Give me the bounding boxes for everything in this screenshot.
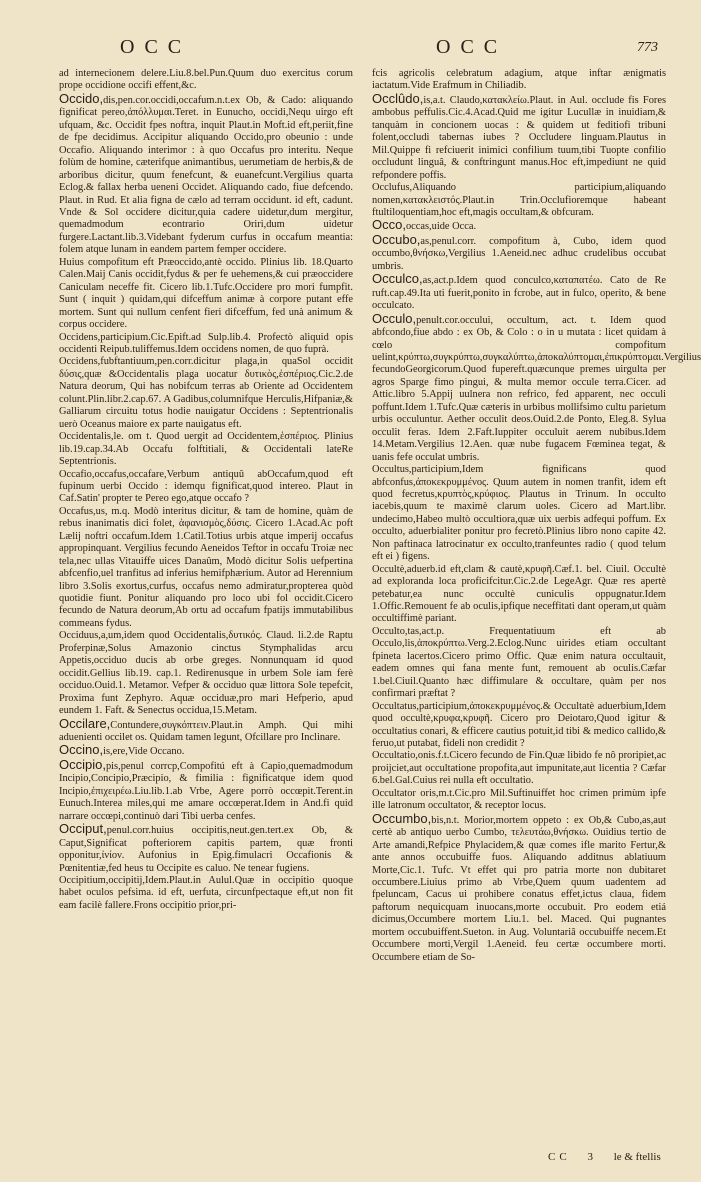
entry-text: as,penul.corr. compofitum à, Cubo, idem quod occumbo,θνήσκω,Vergilius 1.Aeneid.nec adhuc crudelibus occubat umbris. xyxy=(372,235,666,272)
entry-text: is,a.t. Claudo,κατακλείω.Plaut. in Aul. occlude fis Fores ambobus peffulis.Cic.4.Acad.Quid me igitur Lucullæ in inuidiam,& tanquàm in concionem uocas : & quidem ut feditiofi tribuni folent,occludi tabernas iubes ? Occludere linguam.Plautus in Mil.Quippe fi refciuerit inimici confilium tuum,tibi Tuopte confilio occludunt linguâ, & conftringunt manus.Hoc eft,impediunt ne quid refpondere poffis. xyxy=(372,94,666,181)
dictionary-entry xyxy=(59,823,353,875)
entry-text: Occafio,occafus,occafare,Verbum antiquû abOccafum,quod eft fupinum uerbi Occido : idemqu fignificat,quod intereo. Plaut in Caf.Satin' propter te Pereo ego,atque occafo ? xyxy=(59,468,353,505)
dictionary-entry xyxy=(372,273,666,312)
dictionary-entry xyxy=(372,182,666,219)
dictionary-entry xyxy=(59,68,353,93)
dictionary-entry xyxy=(59,875,353,912)
dictionary-entry xyxy=(372,701,666,751)
right-column xyxy=(372,68,701,1148)
entry-text: dis,pen.cor.occidi,occafum.n.t.ex Ob, & Cado: aliquando fignificat pereo,ἀπόλλυμαι.Teret. in Eunucho, occidi,Nequ uirgo eft ufquam, &c. Occidit fpes noftra, inquit Plaut.in Moft.id eft,periit,fine de fpe decidimus. Accipitur aliquando Occido,pro obeunio : unde Occafio. Aliquando interimor : à quo Occafus pro interitu. Neque folùm de homine, cæterifque animantibus, uerumetiam de herbis,& de arboribus dicitur, quum fenefcunt, & euanefcunt.Vergilius quarta Eclog.& fallax herba ueneni Occidet. Aliquando cado, fiue defcendo. Plaut. in Rud. Et alia figna de cælo ad terram occidunt. id eft, cadunt. Vnde & Sol occidere dicitur,quia cadere uidetur,dum mergitur, quemadmodum econtrario Oriri,dum uidetur furgere.Lactant.lib.3.Videbant fyderum curfus in occafum meantia: folem atque lunam in eandem partem femper occidere. xyxy=(59,94,353,256)
dictionary-entry xyxy=(372,564,666,626)
entry-text: penul.corr.huius occipitis,neut.gen.tert.ex Ob, & Caput,Significat pofteriorem capitis partem, quæ fronti opponitur,ἰνίον. Aufonius in Epig.fimulacri Occafionis & Pœnitentiæ,fed heus tu Occipite es caluo. Ne tenear fugiens. xyxy=(59,825,353,874)
running-head-right: OCC xyxy=(436,36,508,58)
dictionary-entry xyxy=(59,506,353,631)
entry-text: Occafus,us, m.q. Modò interitus dicitur, & tam de homine, quàm de rebus inanimatis dici folet, ἀφανισμὸς,δύσις. Cicero 1.Acad.Ac poft Lælij noftri occafum.Idem 1.Catil.Totius urbis atque imperij occafus appropinquant. Vergilius fecundo Aeneidos Teftor in occafu Troiæ nec tela,nec ullas Vitauiffe uices Danaûm, Modò dicitur Solis uefpertina abfcenfio,uel tranfitus ad inferius hemifphærium. Autor ad Herennium libro 3.Solis exortus,curfus, occafus nemo admiratur,propterea quòd quotidie fiunt. Ponitur aliquando pro loco ubi fol occidit.Cicero fecundo de Natura deorum,Ab ortu ad occafum fpatijs immutabilibus commeans fydus. xyxy=(59,505,353,629)
left-column xyxy=(59,68,353,1148)
dictionary-entry xyxy=(59,630,353,717)
dictionary-entry xyxy=(372,68,666,93)
dictionary-entry xyxy=(59,332,353,357)
entry-text: occas,uide Occa. xyxy=(405,221,477,233)
entry-text: Huius compofitum eft Præoccido,antè occido. Plinius lib. 18.Quarto Calen.Maij Canis occidit,fydus & per fe uehemens,& cui præoccidere Caniculam neceffe fit. Cicero lib.1.Tufc.Occidere pro mori fumpfit. Sunt ( inquit ) quidam,qui difceffum animæ à corpore putant effe mortem. Sunt qui nullum cenfent fieri difceffum, fed unà animum & corpus occidere. xyxy=(59,256,353,331)
entry-text: is,ere,Vide Occano. xyxy=(103,746,185,758)
entry-text: Contundere,συγκόπτειν.Plaut.in Amph. Qui mihi aduenienti occilet os. Quidam tamen legunt, Ofcillare pro Inclinare. xyxy=(59,719,353,744)
entry-text: fcis agricolis celebratum adagium, atque inftar ænigmatis iactatum.Vide Erafmum in Chiliadib. xyxy=(372,68,666,92)
dictionary-entry xyxy=(59,356,353,431)
entry-text: bis,n.t. Morior,mortem oppeto : ex Ob,& Cubo,as,aut certè ab antiquo uerbo Cumbo, τελευτάω,θνήσκω. Ouidius tertio de Arte amandi,Refpice Phylacidem,& quæ comes ifle marito Fertur,& ante annos occubuiffe fuos. Aliquando additnus ablatiuum Morte,Cic.1. Tufc. Vt effet qui pro patria morte non dubitaret occumbere.Liuius primo ab Vrbe,Quem quum uadentem ad fpeluncam, Cacus ui prohibere conatus effet,ictus claua, fidem paftorum nequicquam inuocans,morte occubuit. Pro eodem etiá dicimus,Occumbere mortem Liu.1. bel. Maced. Qui pugnantes mortem occubuiffent.Sueton. in Aug. Voluntariâ occubuiffe necem.Et Occumbere morti,Vergil 1.Aeneid. feu certæ occumbere morti. Occumbere etiam de So- xyxy=(372,814,666,963)
dictionary-entry xyxy=(372,626,666,701)
entry-headword: Occilare, xyxy=(59,715,111,731)
entry-headword: Occido, xyxy=(59,90,104,106)
entry-headword: Occiput, xyxy=(59,821,107,837)
signature-number: 3 xyxy=(587,1151,597,1163)
entry-headword: Occulco, xyxy=(372,271,423,287)
entry-headword: Occubo, xyxy=(372,231,421,247)
entry-text: Occidens,fubftantiuum,pen.corr.dicitur plaga,in quaSol occidit δύσις,quæ &Occidentalis plaga uocatur δυτικὸς,ἑσπέριος.Cic.2.de Natura deorum, Qui has nobifcum terras ab Oriente ad Occidentem colunt.Plin.libr.2.cap.67. A Gadibus,columnifque Herculis,Hifpaniæ,& Galliarum circuitu totus hodie nauigatur Occidens : Septentrionalis uerò Oceanus maiore ex parte nauigatus eft. xyxy=(59,356,353,430)
dictionary-entry xyxy=(372,310,701,464)
entry-text: penult.cor.occului, occultum, act. t. Idem quod abfcondo,fiue abdo : ex Ob, & Colo : o in u mutata : licet quidam à cœlo compofitum uelint,κρύπτω,συγκρύπτω,συγκαλύπτω,ἀποκαλύπτομαι,ἐπικρύπτομαι.Vergilius fecundoGeorgicorum.Quod fupereft.quæcunque premes uirgulta per agros Sparge fimo pingui, & multa memor occule terra.Cicer. ad Attic.libro 5.Appij uulnera non refrico, fed apparent, nec occuli poffunt.Idem 1.Tufc.Quæ cæteris in urbibus mollifsimo cultu parietum urbis occuluntur. Aether occulit deos.Ouid.2.de Ponto, Eleg.8. Sylua occulit feras. Idem 2.Faft.Iuppiter occuluit aerem nubibus.Idem 14.Metam.Vergilius 12.Aen. quæ nube fugacem Fœminea tegat, & uanis fefe occulat umbris. xyxy=(372,314,701,463)
entry-headword: Occulo, xyxy=(372,310,417,326)
dictionary-entry xyxy=(59,715,353,745)
entry-text: Occiduus,a,um,idem quod Occidentalis,δυτικός. Claud. li.2.de Raptu Proferpinæ,Solus Amazonio cinctus Stymphalidas arcu Appetis,occiduo ducis ab orbe greges. Nonnunquam id quod occidit.Gellius lib.19. cap.1. Redirenusque in urbem Sole iam ferè occiduo.Ouid.1. Metamor. Vefper & occiduo quæ littora Sole tepefcit, Proxima funt Zephyro. Aquæ occiduæ,pro mari Hefperio, apud eundem 1. Faft. & Senectus occidua,15.Metam. xyxy=(59,630,353,717)
entry-text: pis,penul corrcp,Compofitú eft à Capio,quemadmodum Incipio,Concipio,Præcipio, & fimilia : fignificatque idem quod Incipio,ἐπιχειρέω.Liu.lib.1.ab Vrbe, Agere porrò occœpit.Terent.in Eunuch.Interea miles,qui me amare occœperat.Idem in And.fi quid narrare occœpi,continuò dari Tibi uerba cenfes. xyxy=(59,760,353,822)
dictionary-entry xyxy=(59,90,353,257)
dictionary-entry xyxy=(372,90,666,182)
entry-headword: Occlûdo, xyxy=(372,90,424,106)
entry-headword: Occumbo, xyxy=(372,810,432,826)
dictionary-entry xyxy=(372,788,666,813)
entry-text: Occultatio,onis.f.t.Cicero fecundo de Fin.Quæ libido fe nô proripiet,ac proijciet,aut occultatione propofita,aut impunitate,aut licentia ? Cæfar 6.bel.Gal.Cuius rei nulla eft occultatio. xyxy=(372,750,666,787)
entry-headword: Occo, xyxy=(372,217,406,233)
page-number: 773 xyxy=(637,40,658,55)
entry-text: Occultus,participium,Idem fignificans quod abfconfus,ἀποκεκρυμμένος. Quum autem in nomen tranfit, idem eft quod fecretus,κρυπτὸς,κρύφιος. Plautus in Trinum. In occulto iacebis,quum te maximè clarum uoles. Cicero ad Mart.libr. undecimo,Habeo multò occultiora,quæ uix uerbis adfequi poffum. Ex occulto, aduerbialiter ponitur pro fecretò.Plinius libro nono capite 42. Non paftinaca latrocinatur ex occulto,tranfeuntes radio ( quod telum eft ei ) figens. xyxy=(372,464,666,563)
dictionary-entry xyxy=(372,750,666,787)
entry-text: Occultatus,participium,ἀποκεκρυμμένος.& Occultatè aduerbium,Idem quod occultè,κρυφα,κρυφῆ. Cicero pro Deiotaro,Quod igitur & occultatius conari, & efficere cautius potuit,id tibi & medico callido,& feruo,ut putabat, fideli non credidit ? xyxy=(372,700,666,750)
footer xyxy=(548,1151,661,1163)
dictionary-entry xyxy=(372,231,666,273)
entry-text: ad internecionem delere.Liu.8.bel.Pun.Quum duo exercitus corum prope occidione occifi effent,&c. xyxy=(59,68,353,92)
dictionary-entry xyxy=(372,810,666,964)
entry-text: Occultator oris,m.t.Cic.pro Mil.Suftinuiffet hoc crimen primùm ipfe ille latronum occultator, & receptor locus. xyxy=(372,787,666,812)
dictionary-entry xyxy=(59,469,353,506)
entry-text: Occipitium,occipitij,Idem.Plaut.in Aulul.Quæ in occipitio quoque habet oculos pefsima. id eft, uerfuta, circunfpectaque eft,ut non fit eam facilè fallere.Frons occipitio prior,pri- xyxy=(59,875,353,911)
dictionary-entry xyxy=(59,756,353,823)
dictionary-entry xyxy=(372,464,666,564)
dictionary-entry xyxy=(59,431,353,468)
entry-headword: Occipio, xyxy=(59,756,106,772)
catchword: le & ftellis xyxy=(613,1151,661,1163)
entry-text: Occulto,tas,act.p. Frequentatiuum eft ab Occulo,lis,ἀποκρύπτω.Verg.2.Eclog.Nunc uirides etiam occultant fpineta lacertos.Cicero primo Offic. Quæ enim natura occultauit, eadem omnes qui fana mente funt, remouent ab oculis.Cæfar 1.bel.Ciuil.Quanto hæc diffimulare & occultare, quàm per nos confirmari præftat ? xyxy=(372,625,666,700)
entry-headword: Occino, xyxy=(59,742,104,758)
signature-mark: CC xyxy=(548,1151,571,1163)
entry-text: as,act.p.Idem quod conculco,καταπατέω. Cato de Re ruft.cap.49.Ita uti fuerit,ponito in fcrobe, aut in fulco, operito, & bene occulcato. xyxy=(372,275,666,312)
entry-text: Occidentalis,le. om t. Quod uergit ad Occidentem,ἑσπέριος. Plinius lib.19.cap.34.Ab Occafu folftitiali, & Occidentali lateRe Septentrionis. xyxy=(59,431,353,468)
running-head-left: OCC xyxy=(120,36,192,58)
dictionary-entry xyxy=(59,257,353,332)
entry-text: Occlufus,Aliquando participium,aliquando nomen,κατακλειστός.Plaut.in Trin.Occlufioremque habeant ftultiloquentiam,hoc eft,magis occultam,& obfcuram. xyxy=(372,182,666,218)
entry-text: Occidens,participium.Cic.Epift.ad Sulp.lib.4. Profectò aliquid opis occidenti Reipub.tuliffemus.Idem occidens nomen, de quo fuprà. xyxy=(59,331,353,355)
entry-text: Occultè,aduerb.id eft,clam & cautè,κρυφῆ.Cæf.1. bel. Ciuil. Occultè ad exploranda loca proficifcitur.Cic.2.de LegeAgr. Quæ res apertè petebatur,ea nunc occultè cuniculis oppugnatur.Idem 1.Offic.Remouent fe ab oculis,ipfique neceffitati dant operam,ut quàm occultiffimè pariant. xyxy=(372,563,666,625)
